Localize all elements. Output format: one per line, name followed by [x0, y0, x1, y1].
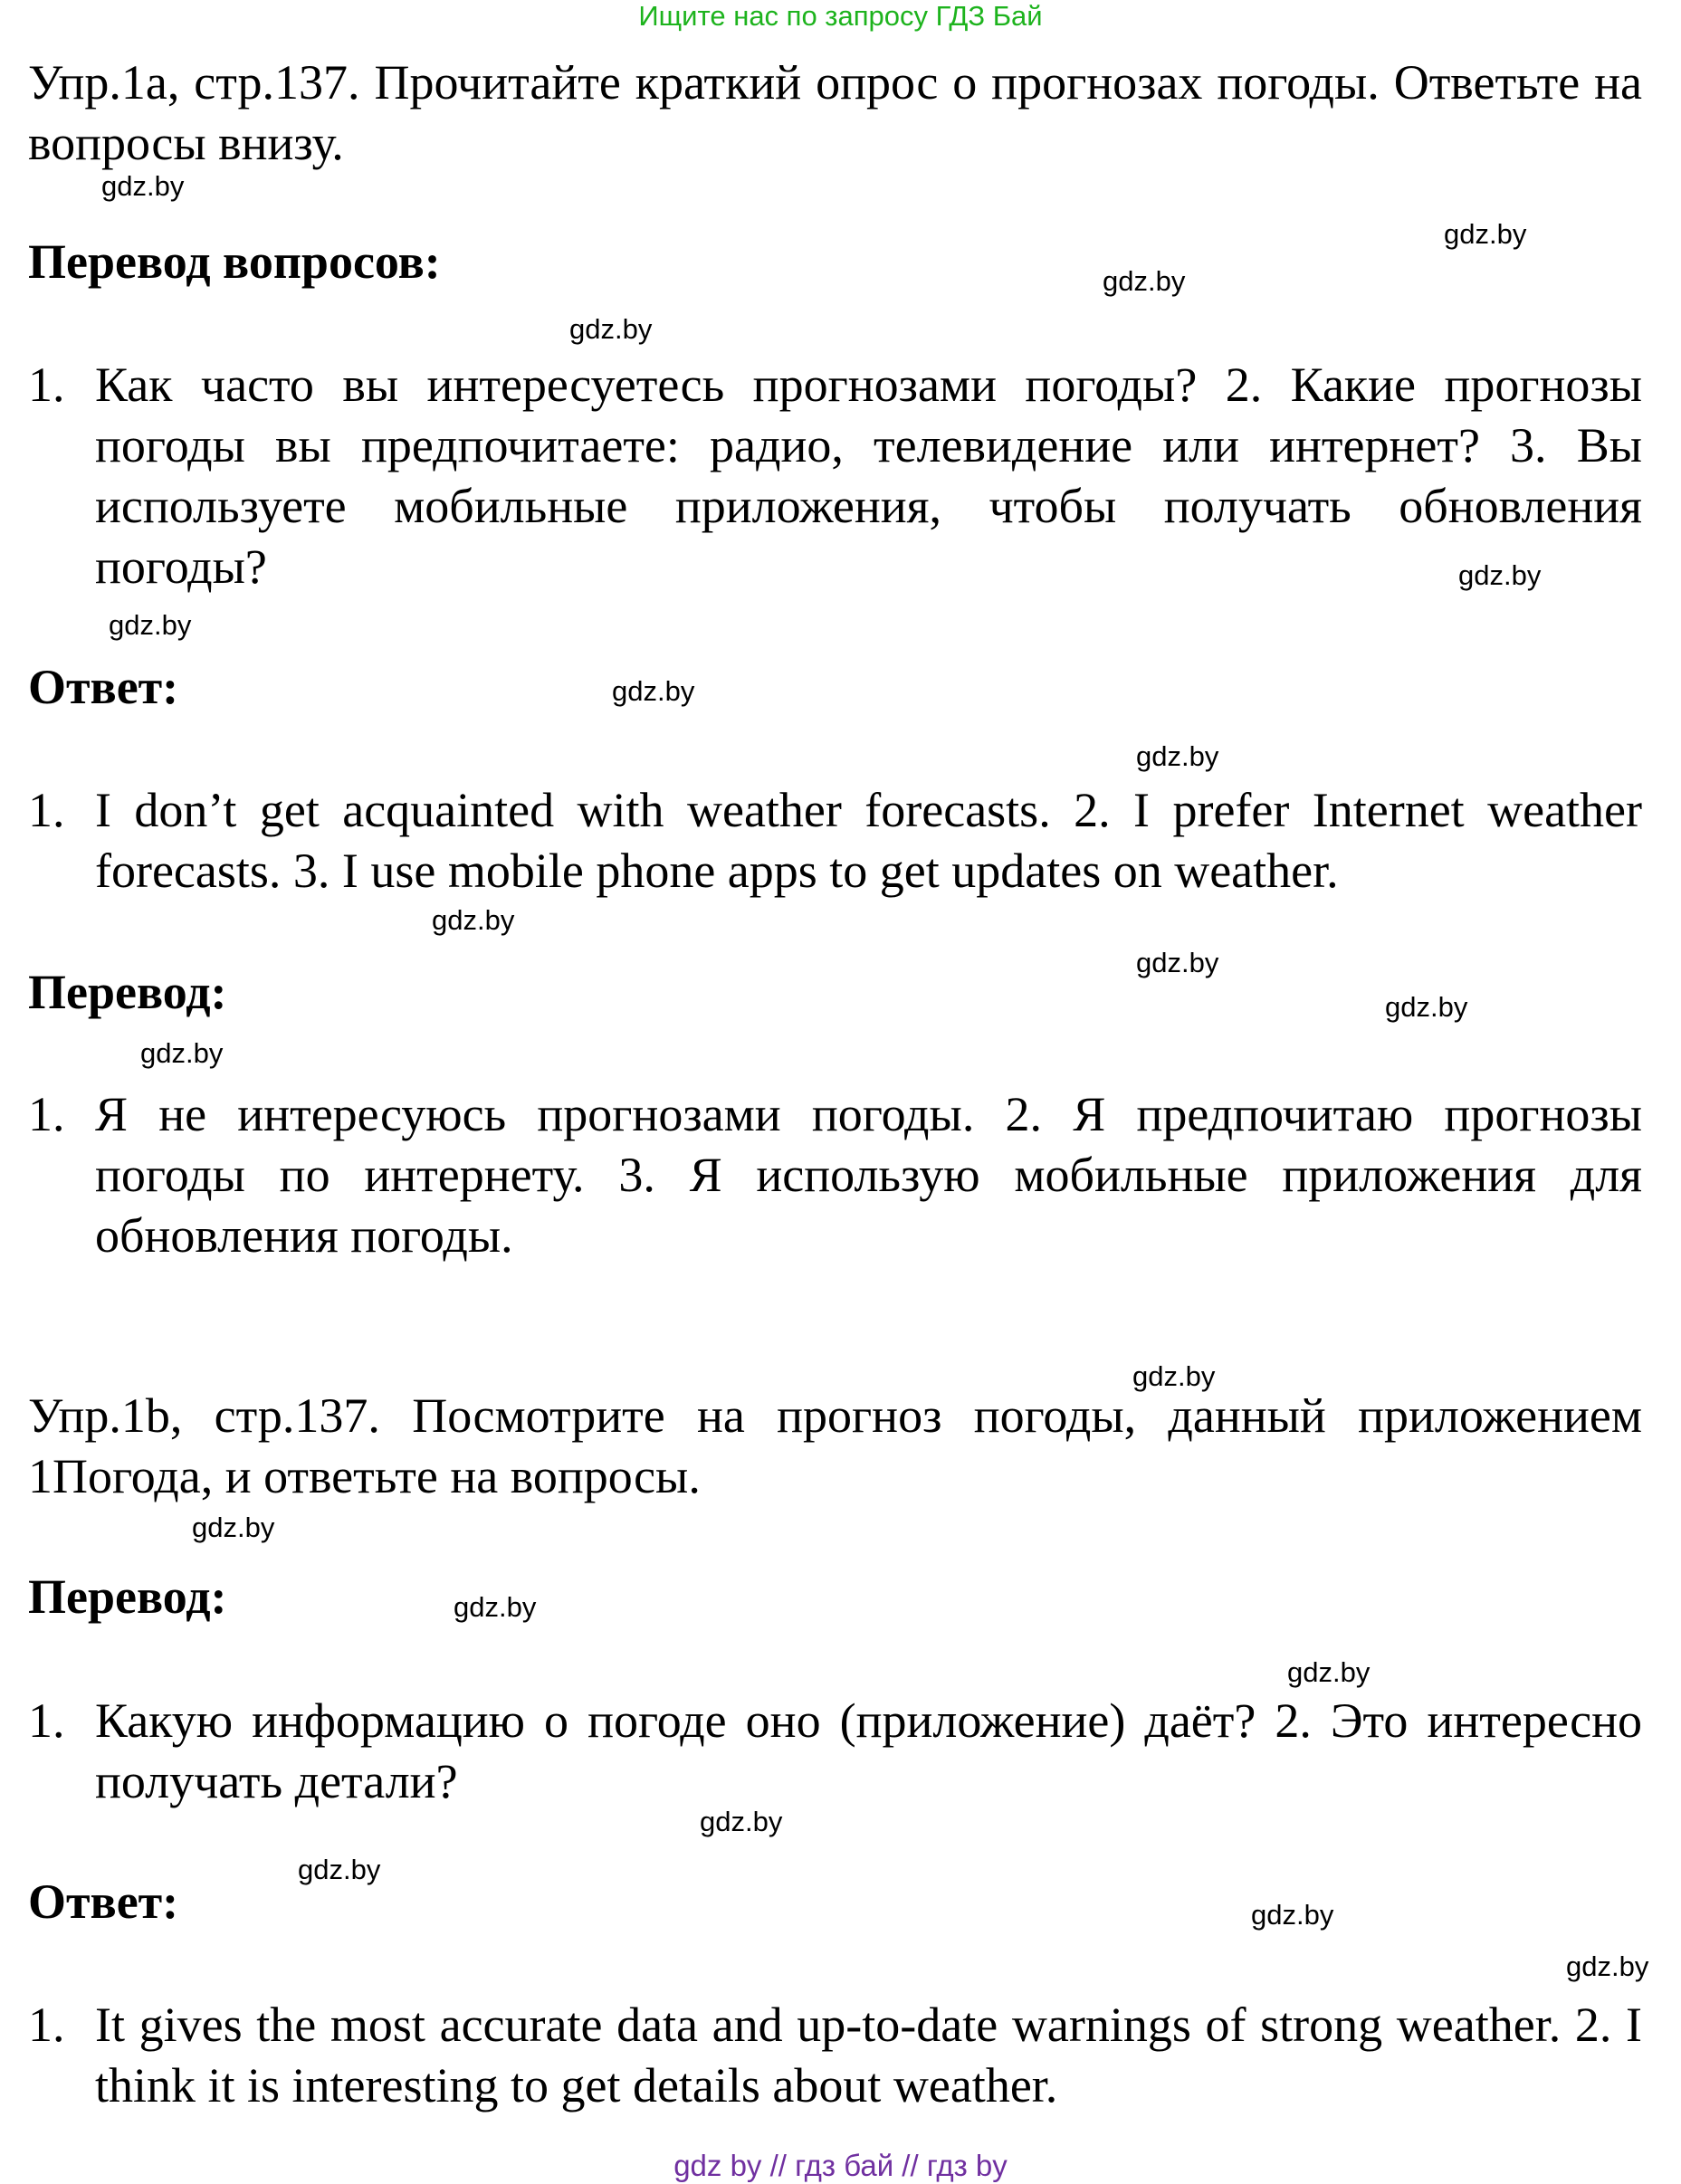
watermark: gdz.by	[1103, 265, 1186, 297]
watermark: gdz.by	[298, 1854, 381, 1885]
watermark: gdz.by	[1132, 1360, 1216, 1392]
translation-item-1a	[28, 1084, 1642, 1266]
translation-heading-1a: Перевод:	[28, 965, 227, 1019]
answer-heading-1a: Ответ:	[28, 660, 179, 714]
watermark: gdz.by	[1444, 218, 1527, 250]
watermark: gdz.by	[192, 1512, 275, 1543]
exercise-1b-title: Упр.1b, стр.137. Посмотрите на прогноз погоды, данный приложением 1Погода, и ответьте на вопросы.	[28, 1388, 1642, 1503]
answer-text-1a: I don’t get acquainted with weather forecasts. 2. I prefer Internet weather forecasts. 3. I use mobile phone apps to get updates on weather.	[95, 783, 1642, 898]
translation-item-1b	[28, 1691, 1642, 1812]
watermark: gdz.by	[1566, 1950, 1649, 1982]
questions-translation-item	[28, 355, 1642, 597]
answer-heading-1b: Ответ:	[28, 1874, 179, 1929]
watermark: gdz.by	[1385, 991, 1468, 1023]
translation-text-1a: Я не интересуюсь прогнозами погоды. 2. Я предпочитаю прогнозы погоды по интернету. 3. Я использую мобильные приложения для обновления погоды.	[95, 1087, 1642, 1263]
translation-text-1b: Какую информацию о погоде оно (приложение) даёт? 2. Это интересно получать детали?	[95, 1693, 1642, 1808]
questions-translation-heading: Перевод вопросов:	[28, 234, 441, 289]
watermark: gdz.by	[432, 904, 515, 936]
questions-translation-text: Как часто вы интересуетесь прогнозами погоды? 2. Какие прогнозы погоды вы предпочитаете: радио, телевидение или интернет? 3. Вы используете мобильные приложения, чтобы получать обновления погоды?	[95, 358, 1642, 594]
top-banner-link[interactable]: Ищите нас по запросу ГДЗ Бай	[638, 0, 1043, 32]
watermark: gdz.by	[612, 675, 695, 707]
watermark: gdz.by	[1136, 740, 1219, 772]
watermark: gdz.by	[109, 609, 192, 641]
watermark: gdz.by	[140, 1037, 224, 1069]
list-number: 1.	[28, 358, 65, 412]
exercise-1a-title: Упр.1a, стр.137. Прочитайте краткий опрос о прогнозах погоды. Ответьте на вопросы внизу.	[28, 55, 1642, 170]
watermark: gdz.by	[101, 170, 185, 202]
answer-item-1a	[28, 780, 1642, 901]
watermark: gdz.by	[1251, 1899, 1334, 1931]
list-number: 1.	[28, 1087, 65, 1141]
watermark: gdz.by	[700, 1806, 783, 1837]
answer-item-1b	[28, 1995, 1642, 2116]
watermark: gdz.by	[1136, 947, 1219, 978]
watermark: gdz.by	[1458, 559, 1542, 591]
bottom-banner-link[interactable]: gdz by // гдз бай // гдз by	[673, 2149, 1008, 2182]
watermark: gdz.by	[569, 313, 653, 345]
answer-text-1b: It gives the most accurate data and up-to-date warnings of strong weather. 2. I think it is interesting to get details about weather.	[95, 1998, 1642, 2112]
watermark: gdz.by	[1287, 1656, 1371, 1688]
list-number: 1.	[28, 783, 65, 837]
translation-heading-1b: Перевод:	[28, 1569, 227, 1624]
list-number: 1.	[28, 1693, 65, 1748]
watermark: gdz.by	[454, 1591, 537, 1623]
list-number: 1.	[28, 1998, 65, 2052]
